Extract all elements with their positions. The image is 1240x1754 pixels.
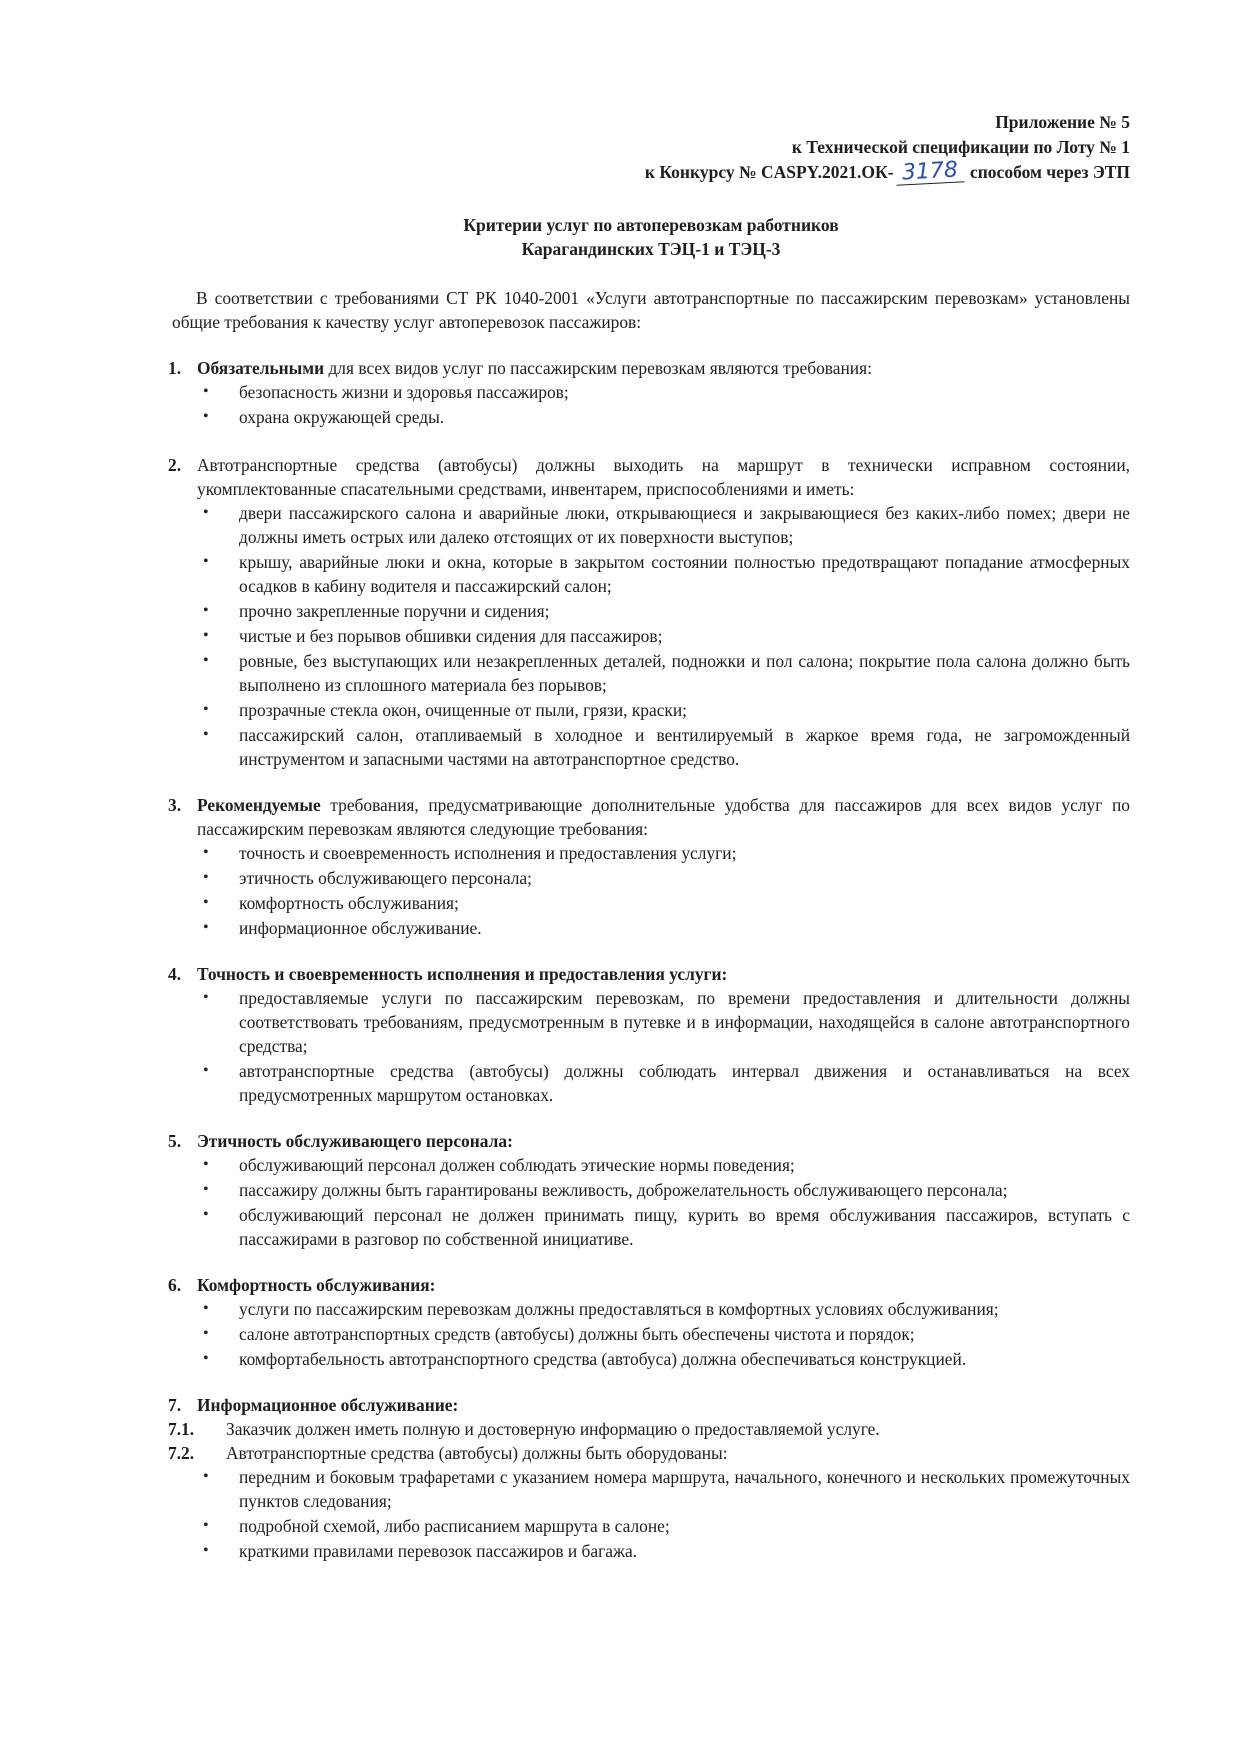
appendix-number: Приложение № 5 [995, 112, 1130, 132]
section-text: требования, предусматривающие дополнительные удобства для пассажиров для всех видов услуг по пассажирским перевозкам являются следующие требования: [197, 795, 1130, 839]
intro-paragraph: В соответствии с требованиями СТ РК 1040-2001 «Услуги автотранспортные по пассажирским перевозкам» установлены общие требования к качеству услуг автоперевозок пассажиров: [172, 288, 1130, 332]
section-number: 2. [168, 455, 182, 475]
section-5-list [172, 1153, 1130, 1251]
list-item: • салоне автотранспортных средств (автобусы) должны быть обеспечены чистота и порядок; [239, 1322, 1130, 1346]
subsection-text: Заказчик должен иметь полную и достоверную информацию о предоставляемой услуге. [226, 1419, 880, 1439]
list-item: • точность и своевременность исполнения и предоставления услуги; [239, 841, 1130, 865]
section-number: 3. [168, 795, 182, 815]
section-5-heading [168, 1129, 1130, 1153]
section-4-list [172, 986, 1130, 1107]
list-item: • безопасность жизни и здоровья пассажиров; [239, 380, 1130, 404]
section-2-list [172, 501, 1130, 771]
document-title [172, 213, 1130, 261]
section-title: Точность и своевременность исполнения и предоставления услуги: [197, 964, 728, 984]
section-2 [168, 453, 1130, 771]
tender-suffix: способом через ЭТП [965, 162, 1130, 182]
title-line-1: Критерии услуг по автоперевозкам работников [463, 215, 839, 235]
list-item: • комфортабельность автотранспортного средства (автобуса) должна обеспечиваться конструкцией. [239, 1347, 1130, 1371]
list-item: • чистые и без порывов обшивки сидения для пассажиров; [239, 624, 1130, 648]
section-number: 4. [168, 964, 182, 984]
section-number: 5. [168, 1131, 182, 1151]
appendix-header [172, 110, 1130, 185]
list-item: • крышу, аварийные люки и окна, которые в закрытом состоянии полностью предотвращают попадание атмосферных осадков в кабину водителя и пассажирский салон; [239, 550, 1130, 598]
subsection-number: 7.1. [168, 1419, 195, 1439]
subsection-text: Автотранспортные средства (автобусы) должны быть оборудованы: [226, 1443, 728, 1463]
tender-reference [172, 157, 1130, 186]
section-number: 1. [168, 358, 182, 378]
section-3 [168, 793, 1130, 940]
list-item: • предоставляемые услуги по пассажирским перевозкам, по времени предоставления и длительности должны соответствовать требованиям, предусмотренным в путевке и в информации, находящейся в салоне автотранспортного средства; [239, 986, 1130, 1058]
section-lead: Обязательными [197, 358, 325, 378]
list-item: • автотранспортные средства (автобусы) должны соблюдать интервал движения и останавливаться на всех предусмотренных маршрутом остановках. [239, 1059, 1130, 1107]
section-text: Автотранспортные средства (автобусы) должны выходить на маршрут в технически исправном состоянии, укомплектованные спасательными средствами, инвентарем, приспособлениями и иметь: [197, 455, 1130, 499]
list-item: • ровные, без выступающих или незакрепленных деталей, подножки и пол салона; покрытие пола салона должно быть выполнено из сплошного материала без порывов; [239, 649, 1130, 697]
list-item: • информационное обслуживание. [239, 916, 1130, 940]
section-7-heading [168, 1393, 1130, 1417]
list-item: • этичность обслуживающего персонала; [239, 866, 1130, 890]
subsection-number: 7.2. [168, 1443, 195, 1463]
list-item: • краткими правилами перевозок пассажиров и багажа. [239, 1539, 1130, 1563]
section-lead: Рекомендуемые [197, 795, 321, 815]
list-item: • подробной схемой, либо расписанием маршрута в салоне; [239, 1514, 1130, 1538]
section-text: для всех видов услуг по пассажирским перевозкам являются требования: [324, 358, 872, 378]
section-1-heading [168, 356, 1130, 380]
subsection-7-2 [168, 1441, 1130, 1465]
section-7-list [172, 1465, 1130, 1563]
section-number: 7. [168, 1395, 182, 1415]
section-5 [168, 1129, 1130, 1251]
list-item: • услуги по пассажирским перевозкам должны предоставляться в комфортных условиях обслуживания; [239, 1297, 1130, 1321]
section-4 [168, 962, 1130, 1107]
section-6-list [172, 1297, 1130, 1371]
list-item: • пассажирский салон, отапливаемый в холодное и вентилируемый в жаркое время года, не загроможденный инструментом и запасными частями на автотранспортное средство. [239, 723, 1130, 771]
list-item: • двери пассажирского салона и аварийные люки, открывающиеся и закрывающиеся без каких-либо помех; двери не должны иметь острых или далеко отстоящих от их поверхности выступов; [239, 501, 1130, 549]
section-3-heading [168, 793, 1130, 841]
section-6-heading [168, 1273, 1130, 1297]
list-item: • прозрачные стекла окон, очищенные от пыли, грязи, краски; [239, 698, 1130, 722]
subsection-7-1 [168, 1417, 1130, 1441]
tender-prefix: к Конкурсу № CASPY.2021.ОК- [644, 162, 894, 182]
section-7 [168, 1393, 1130, 1563]
list-item: • комфортность обслуживания; [239, 891, 1130, 915]
title-line-2: Карагандинских ТЭЦ-1 и ТЭЦ-3 [521, 239, 781, 259]
spec-reference: к Технической спецификации по Лоту № 1 [791, 137, 1130, 157]
section-1 [168, 356, 1130, 429]
list-item: • прочно закрепленные поручни и сидения; [239, 599, 1130, 623]
list-item: • пассажиру должны быть гарантированы вежливость, доброжелательность обслуживающего персонала; [239, 1178, 1130, 1202]
list-item: • обслуживающий персонал не должен принимать пищу, курить во время обслуживания пассажиров, вступать с пассажирами в разговор по собственной инициативе. [239, 1203, 1130, 1251]
section-title: Этичность обслуживающего персонала: [197, 1131, 513, 1151]
section-2-heading [168, 453, 1130, 501]
section-1-list [172, 380, 1130, 429]
section-4-heading [168, 962, 1130, 986]
section-number: 6. [168, 1275, 182, 1295]
section-6 [168, 1273, 1130, 1371]
list-item: • охрана окружающей среды. [239, 405, 1130, 429]
section-3-list [172, 841, 1130, 940]
section-title: Комфортность обслуживания: [197, 1275, 436, 1295]
list-item: • обслуживающий персонал должен соблюдать этические нормы поведения; [239, 1153, 1130, 1177]
handwritten-tender-number: 3178 [895, 159, 964, 186]
list-item: • передним и боковым трафаретами с указанием номера маршрута, начального, конечного и нескольких промежуточных пунктов следования; [239, 1465, 1130, 1513]
section-title: Информационное обслуживание: [197, 1395, 459, 1415]
